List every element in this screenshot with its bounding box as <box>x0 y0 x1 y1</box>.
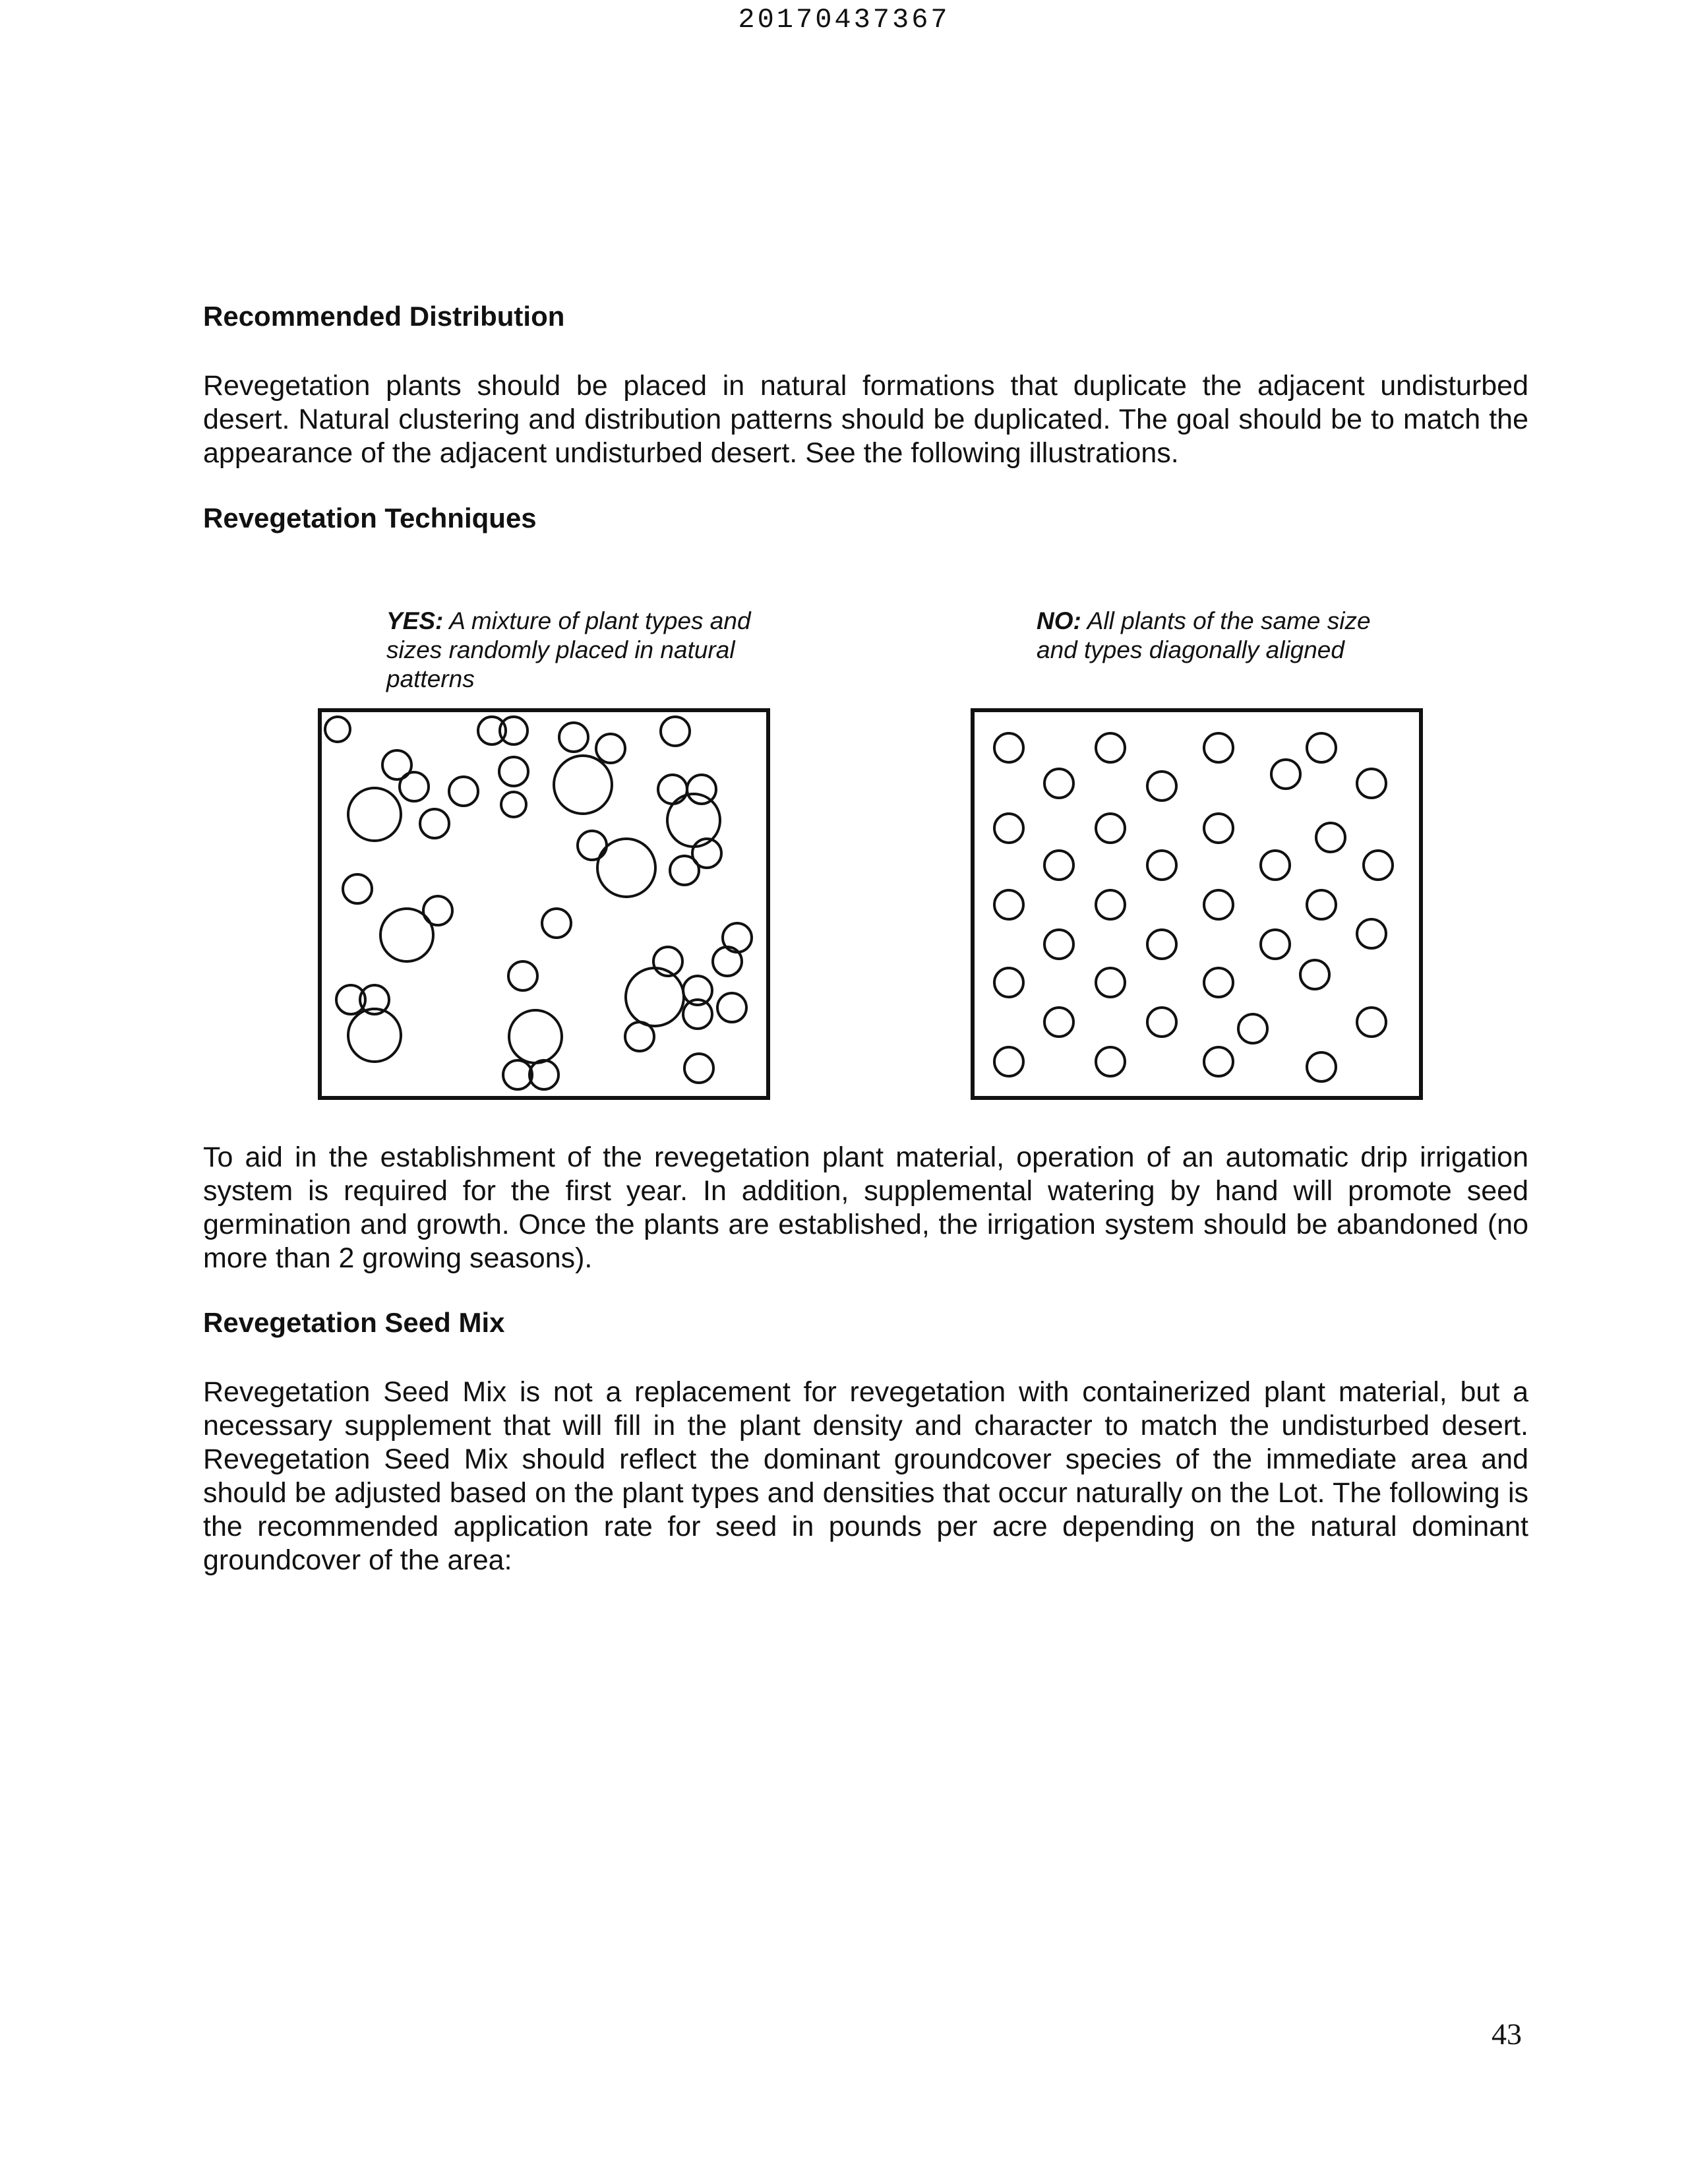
plant-circle <box>1096 968 1125 997</box>
plant-circle <box>626 968 684 1026</box>
plant-circle <box>501 792 526 817</box>
plant-circle <box>1357 769 1386 798</box>
plant-circle <box>1147 772 1176 801</box>
plant-circle <box>1096 814 1125 843</box>
plant-circle <box>1307 1052 1336 1081</box>
plant-circle <box>348 788 401 841</box>
plant-circle <box>400 772 429 801</box>
plant-circle <box>1261 851 1290 880</box>
plant-circle <box>325 717 350 742</box>
plant-circle <box>478 717 506 744</box>
caption-no <box>1037 607 1406 665</box>
plant-circle <box>343 874 372 903</box>
plant-circle <box>1204 733 1233 762</box>
plant-circle <box>1357 1008 1386 1037</box>
plant-circle <box>661 717 690 746</box>
plant-circle <box>1044 851 1073 880</box>
plant-circle <box>994 733 1023 762</box>
plant-circle <box>684 1054 713 1083</box>
plant-circle <box>380 909 433 961</box>
plant-circle <box>559 723 588 752</box>
plant-circle <box>625 1022 654 1051</box>
plant-circle <box>1307 890 1336 919</box>
heading-revegetation-seed-mix: Revegetation Seed Mix <box>203 1307 505 1338</box>
plant-circle <box>658 775 687 804</box>
plant-circle <box>1316 823 1345 852</box>
plant-circle <box>1044 769 1073 798</box>
caption-yes-text: A mixture of plant types and sizes randomly placed in natural patterns <box>386 607 751 692</box>
plant-circle <box>420 809 449 838</box>
plant-circle <box>717 993 746 1022</box>
plant-circle <box>1271 760 1300 789</box>
plant-circle <box>994 1047 1023 1076</box>
figure-no-aligned-pattern <box>971 708 1423 1100</box>
plant-circle <box>1204 968 1233 997</box>
plant-circle <box>1238 1014 1267 1043</box>
plant-circle <box>578 831 607 860</box>
plant-circle <box>1044 1008 1073 1037</box>
plant-circle <box>1357 919 1386 948</box>
plant-circle <box>449 777 478 806</box>
plant-circle <box>597 839 655 897</box>
plant-circle <box>1307 733 1336 762</box>
heading-recommended-distribution: Recommended Distribution <box>203 301 565 332</box>
figure-no-svg <box>975 712 1419 1096</box>
figure-yes-svg <box>322 712 766 1096</box>
plant-circle <box>542 909 571 938</box>
plant-circle <box>499 757 528 786</box>
plant-circle <box>554 756 612 814</box>
paragraph-irrigation: To aid in the establishment of the revegetation plant material, operation of an automatic drip irrigation system is required for the first year. In addition, supplemental watering by hand will promote seed germination and growth. Once the plants are established, the irrigation system should be abandoned (no more than 2 growing seasons). <box>203 1141 1528 1274</box>
plant-circle <box>348 1009 401 1062</box>
plant-circle <box>1044 930 1073 959</box>
plant-circle <box>1096 890 1125 919</box>
caption-no-label: NO: <box>1037 607 1081 634</box>
plant-circle <box>1261 930 1290 959</box>
plant-circle <box>1147 1008 1176 1037</box>
caption-no-text: All plants of the same size and types diagonally aligned <box>1037 607 1371 663</box>
plant-circle <box>503 1060 532 1089</box>
plant-circle <box>1096 733 1125 762</box>
figure-yes-natural-pattern <box>318 708 770 1100</box>
caption-yes <box>386 607 756 694</box>
plant-circle <box>596 734 625 763</box>
plant-circle <box>713 947 742 976</box>
caption-yes-label: YES: <box>386 607 444 634</box>
plant-circle <box>1204 814 1233 843</box>
plant-circle <box>1147 930 1176 959</box>
plant-circle <box>1364 851 1393 880</box>
plant-circle <box>1096 1047 1125 1076</box>
plant-circle <box>994 890 1023 919</box>
page-number: 43 <box>1492 2017 1522 2051</box>
plant-circle <box>509 1010 562 1063</box>
plant-circle <box>1147 851 1176 880</box>
document-number: 20170437367 <box>738 4 950 36</box>
plant-circle <box>994 968 1023 997</box>
plant-circle <box>529 1060 558 1089</box>
plant-circle <box>994 814 1023 843</box>
paragraph-recommended-distribution: Revegetation plants should be placed in natural formations that duplicate the adjacent undisturbed desert. Natural clustering and distribution patterns should be duplicated. The goal should be to match the appearance of the adjacent undisturbed desert. See the following illustrations. <box>203 370 1528 469</box>
heading-revegetation-techniques: Revegetation Techniques <box>203 502 537 533</box>
plant-circle <box>1300 960 1329 989</box>
plant-circle <box>500 717 528 744</box>
plant-circle <box>1204 1047 1233 1076</box>
plant-circle <box>508 961 537 990</box>
plant-circle <box>1204 890 1233 919</box>
paragraph-seed-mix: Revegetation Seed Mix is not a replacement for revegetation with containerized plant material, but a necessary supplement that will fill in the plant density and character to match the undisturbed desert. Revegetation Seed Mix should reflect the dominant groundcover species of the immediate area and should be adjusted based on the plant types and densities that occur naturally on the Lot. The following is the recommended application rate for seed in pounds per acre depending on the natural dominant groundcover of the area: <box>203 1376 1528 1576</box>
